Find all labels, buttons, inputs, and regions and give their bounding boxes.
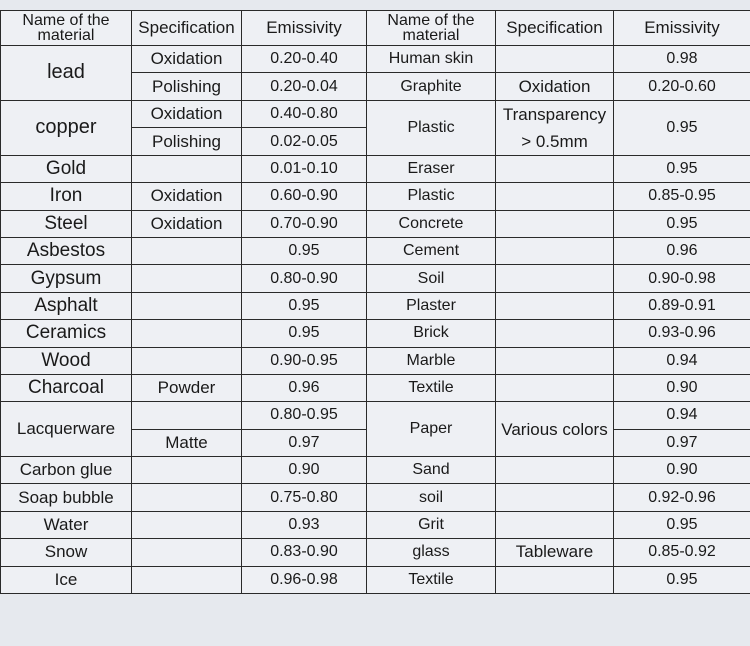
header-right-emissivity: Emissivity <box>614 11 750 46</box>
material-name: Brick <box>367 320 496 347</box>
table-row <box>1 183 750 210</box>
emissivity-value: 0.80-0.95 <box>242 402 367 429</box>
table-row <box>1 511 750 538</box>
emissivity-value: 0.92-0.96 <box>614 484 750 511</box>
emissivity-value: 0.95 <box>242 320 367 347</box>
emissivity-value: 0.90-0.95 <box>242 347 367 374</box>
material-name: Marble <box>367 347 496 374</box>
table-row <box>1 237 750 264</box>
material-spec <box>132 457 242 484</box>
header-right-spec: Specification <box>496 11 614 46</box>
table-row <box>1 402 750 429</box>
table-row <box>1 46 750 73</box>
header-left-emissivity: Emissivity <box>242 11 367 46</box>
material-spec <box>496 374 614 401</box>
material-name: Human skin <box>367 46 496 73</box>
material-spec <box>496 265 614 292</box>
material-name: Charcoal <box>1 374 132 401</box>
emissivity-value: 0.90 <box>242 457 367 484</box>
emissivity-value: 0.90-0.98 <box>614 265 750 292</box>
emissivity-value: 0.90 <box>614 374 750 401</box>
emissivity-value: 0.95 <box>614 566 750 593</box>
material-name: Soap bubble <box>1 484 132 511</box>
material-spec <box>496 457 614 484</box>
material-spec <box>132 347 242 374</box>
emissivity-value: 0.01-0.10 <box>242 155 367 182</box>
material-spec <box>496 183 614 210</box>
header-left-name: Name of the material <box>1 11 132 46</box>
material-name: Cement <box>367 237 496 264</box>
emissivity-value: 0.40-0.80 <box>242 100 367 128</box>
material-name: Textile <box>367 566 496 593</box>
emissivity-value: 0.85-0.92 <box>614 539 750 566</box>
header-row <box>1 11 750 46</box>
emissivity-value: 0.95 <box>614 511 750 538</box>
material-spec <box>132 511 242 538</box>
material-name: Lacquerware <box>1 402 132 457</box>
material-name: lead <box>1 46 132 101</box>
material-spec: Oxidation <box>132 183 242 210</box>
material-name: Plastic <box>367 100 496 155</box>
material-name: glass <box>367 539 496 566</box>
emissivity-value: 0.80-0.90 <box>242 265 367 292</box>
emissivity-value: 0.89-0.91 <box>614 292 750 319</box>
emissivity-value: 0.75-0.80 <box>242 484 367 511</box>
emissivity-value: 0.96 <box>242 374 367 401</box>
material-name: Wood <box>1 347 132 374</box>
material-name: Gold <box>1 155 132 182</box>
emissivity-value: 0.83-0.90 <box>242 539 367 566</box>
material-name: Snow <box>1 539 132 566</box>
material-name: soil <box>367 484 496 511</box>
material-spec <box>132 155 242 182</box>
material-spec <box>496 566 614 593</box>
table-row <box>1 484 750 511</box>
material-name: Asbestos <box>1 237 132 264</box>
material-spec <box>496 210 614 237</box>
material-name: Grit <box>367 511 496 538</box>
material-name: copper <box>1 100 132 155</box>
material-name: Plastic <box>367 183 496 210</box>
table-row <box>1 210 750 237</box>
material-spec: Powder <box>132 374 242 401</box>
emissivity-value: 0.20-0.40 <box>242 46 367 73</box>
table-row <box>1 539 750 566</box>
material-name: Textile <box>367 374 496 401</box>
material-spec: Tableware <box>496 539 614 566</box>
table-row <box>1 320 750 347</box>
header-right-name: Name of the material <box>367 11 496 46</box>
material-name: Graphite <box>367 73 496 100</box>
material-name: Water <box>1 511 132 538</box>
material-spec <box>496 484 614 511</box>
material-spec <box>132 539 242 566</box>
material-name: Steel <box>1 210 132 237</box>
emissivity-value: 0.96-0.98 <box>242 566 367 593</box>
material-spec <box>496 237 614 264</box>
emissivity-value: 0.60-0.90 <box>242 183 367 210</box>
material-spec: Matte <box>132 429 242 456</box>
material-spec <box>132 566 242 593</box>
material-name: Carbon glue <box>1 457 132 484</box>
emissivity-value: 0.93-0.96 <box>614 320 750 347</box>
emissivity-value: 0.94 <box>614 402 750 429</box>
emissivity-value: 0.20-0.60 <box>614 73 750 100</box>
material-spec: Polishing <box>132 128 242 156</box>
material-spec: Oxidation <box>496 73 614 100</box>
emissivity-value: 0.95 <box>242 237 367 264</box>
material-spec: Oxidation <box>132 100 242 128</box>
header-left-spec: Specification <box>132 11 242 46</box>
material-spec <box>132 320 242 347</box>
table-row <box>1 347 750 374</box>
emissivity-value: 0.95 <box>614 155 750 182</box>
emissivity-value: 0.85-0.95 <box>614 183 750 210</box>
material-spec: Transparency > 0.5mm <box>496 100 614 155</box>
material-spec: Oxidation <box>132 46 242 73</box>
material-spec <box>496 292 614 319</box>
emissivity-value: 0.97 <box>242 429 367 456</box>
material-spec <box>132 402 242 429</box>
emissivity-value: 0.96 <box>614 237 750 264</box>
material-spec <box>496 155 614 182</box>
material-name: Asphalt <box>1 292 132 319</box>
table-row <box>1 155 750 182</box>
emissivity-value: 0.95 <box>242 292 367 319</box>
table-row <box>1 566 750 593</box>
emissivity-value: 0.70-0.90 <box>242 210 367 237</box>
table-row <box>1 292 750 319</box>
material-spec <box>132 484 242 511</box>
material-name: Sand <box>367 457 496 484</box>
material-name: Iron <box>1 183 132 210</box>
emissivity-table <box>0 10 750 594</box>
emissivity-value: 0.97 <box>614 429 750 456</box>
material-name: Gypsum <box>1 265 132 292</box>
material-name: Plaster <box>367 292 496 319</box>
material-name: Soil <box>367 265 496 292</box>
emissivity-value: 0.95 <box>614 100 750 155</box>
table-row <box>1 100 750 128</box>
emissivity-value: 0.02-0.05 <box>242 128 367 156</box>
table-row <box>1 374 750 401</box>
emissivity-value: 0.98 <box>614 46 750 73</box>
emissivity-value: 0.90 <box>614 457 750 484</box>
material-name: Ice <box>1 566 132 593</box>
emissivity-value: 0.95 <box>614 210 750 237</box>
material-spec <box>132 265 242 292</box>
emissivity-value: 0.94 <box>614 347 750 374</box>
emissivity-value: 0.20-0.04 <box>242 73 367 100</box>
table-row <box>1 265 750 292</box>
material-name: Paper <box>367 402 496 457</box>
emissivity-value: 0.93 <box>242 511 367 538</box>
material-spec <box>132 237 242 264</box>
material-spec: Polishing <box>132 73 242 100</box>
material-spec: Oxidation <box>132 210 242 237</box>
table-row <box>1 457 750 484</box>
material-name: Eraser <box>367 155 496 182</box>
material-spec <box>132 292 242 319</box>
material-name: Ceramics <box>1 320 132 347</box>
material-spec <box>496 320 614 347</box>
material-spec: Various colors <box>496 402 614 457</box>
material-spec <box>496 347 614 374</box>
material-spec <box>496 46 614 73</box>
material-spec <box>496 511 614 538</box>
material-name: Concrete <box>367 210 496 237</box>
